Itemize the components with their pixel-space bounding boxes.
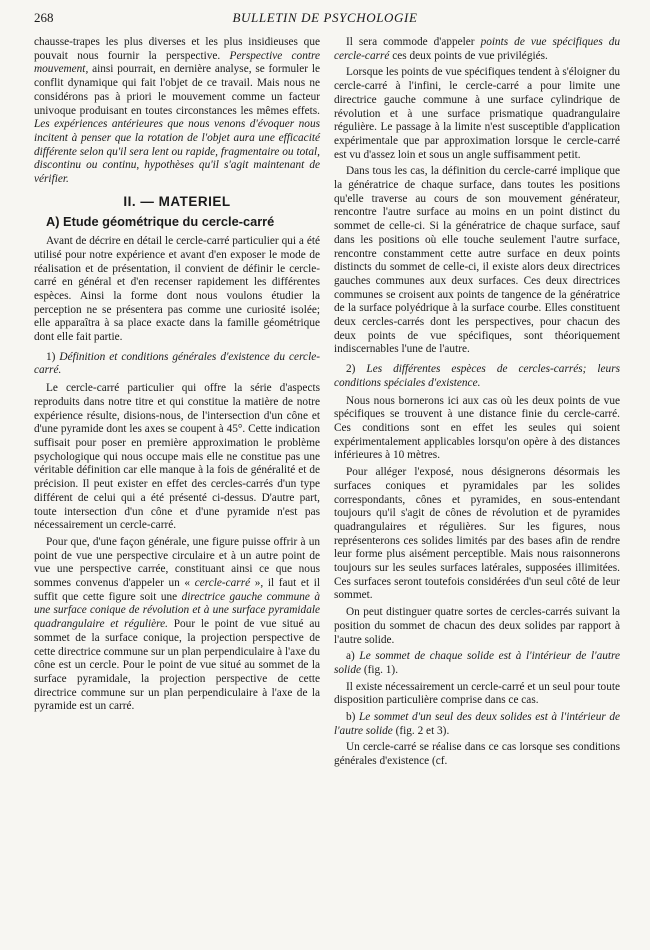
right-column	[334, 36, 620, 772]
list-item-b	[334, 711, 620, 738]
page-number: 268	[34, 10, 54, 25]
italic-run: directrice gauche commune à une surface conique de révolution et à une surface pyramidale quadrangulaire et régulière.	[34, 590, 321, 631]
text-run: chausse-trapes les plus diverses et les plus insidieuses que pouvait nous fournir la perspective.	[34, 36, 320, 62]
paragraph	[34, 536, 320, 714]
text-run: Pour le point de vue situé au sommet de la surface conique, la projection perspective de cette directrice commune sur un plan perpendiculaire à l'axe du cône est un cercle. Pour le point de vue situé au sommet de la surface pyramidale, la projection perspective de cette directrice commune sur un plan perpendiculaire à l'axe de la pyramide est un carré.	[34, 618, 320, 713]
paragraph: Pour alléger l'exposé, nous désignerons désormais les surfaces coniques et pyramidales par les solides correspondants, cônes et pyramides, en sous-entendant toujours qu'il s'agit de cônes de révolution et de pyramides quadrangulaires et régulières. Sur les figures, nous représenterons ces solides limités par des bases afin de rendre leur forme plus aisément perceptible. Mais nous raisonnerons toujours sur les seules surfaces latérales, supposées illimitées. Ces surfaces seront toutefois considérées d'un seul côté de leur sommet.	[334, 466, 620, 602]
italic-run: Le sommet d'un seul des deux solides est à l'intérieur de l'autre solide	[334, 711, 620, 737]
paragraph	[334, 36, 620, 63]
paragraph: Lorsque les points de vue spécifiques tendent à s'éloigner du cercle-carré à l'infini, le cercle-carré a pour limite une directrice gauche commune à une surface cylindrique de révolution et à une surface prismatique quadrangulaire régulière. Le passage à la limite n'est susceptible d'application expérimentale que par approximation lorsque le cercle-carré est vu d'assez loin et sous un angle suffisamment petit.	[334, 66, 620, 161]
italic-run: Perspective contre mouvement,	[34, 49, 320, 76]
subhead-number: 1)	[46, 350, 60, 363]
paragraph: Avant de décrire en détail le cercle-carré particulier qui a été utilisé pour notre expérience et avant d'en exposer le mode de réalisation et de présentation, il convient de définir le cercle-carré en général et d'en recenser rapidement les différentes espèces. Ainsi la forme dont nous voulons étudier la perception ne se présentera pas comme une curiosité isolée; elle apparaîtra à sa place exacte dans la famille géométrique dont elle fait partie.	[34, 235, 320, 344]
paragraph: Dans tous les cas, la définition du cercle-carré implique que la génératrice de chaque surface, dans toutes les positions qu'elle traverse au cours de son mouvement générateur, rencontre l'autre surface au moins en un point distinct du sommet de celle-ci. Si la génératrice de chaque surface, sauf dans les positions où elle touche seulement l'autre surface, rencontre constamment cette autre surface en deux points distincts du sommet de celle-ci, il existe alors deux directrices gauches communes aux deux surfaces. Ces deux directrices communes se croisent aux points de tangence de la génératrice de la surface polyédrique à la surface courbe. Elles constituent deux cercles-carrés dont les perspectives, pour chacun des deux points de vue spécifiques, sont théoriquement indiscernables l'une de l'autre.	[334, 165, 620, 356]
text-run: (fig. 2 et 3).	[392, 724, 450, 737]
italic-run: points de vue spécifiques du cercle-carré	[334, 36, 621, 62]
subhead-definition	[34, 351, 320, 378]
left-column	[34, 36, 320, 717]
intro-paragraph	[34, 36, 320, 187]
text-run: (fig. 1).	[361, 663, 399, 676]
text-run: ces deux points de vue privilégiés.	[389, 49, 548, 62]
paragraph: On peut distinguer quatre sortes de cercles-carrés suivant la position du sommet de chacun des deux solides par rapport à l'autre solide.	[334, 606, 620, 646]
text-run: ainsi pourrait, en dernière analyse, se formuler le conflit dynamique qui fait l'objet de ce travail. Mais nous ne considérons pas à priori le mouvement comme un facteur univoque produisant en toutes circonstances les mêmes effets.	[34, 63, 320, 117]
item-label: a)	[346, 650, 360, 663]
subhead-number: 2)	[346, 363, 367, 376]
paragraph: Le cercle-carré particulier qui offre la série d'aspects reproduits dans notre titre et qui constitue la matière de notre expérience résulte, disions-nous, de l'intersection d'un cône et d'une pyramide dont les axes se coupent à 45°. Cette indication suffisait pour poser en première approximation le problème psychologique qui nous occupe mais elle ne constitue pas une véritable définition car elle manque à la fois de généralité et de précision. Il peut exister en effet des cercles-carrés d'un type différent de celui qui a été présenté ci-dessus. D'autre part, toute intersection d'un cône et d'une pyramide n'est pas nécessairement un cercle-carré.	[34, 382, 320, 532]
subhead-species	[334, 363, 620, 390]
running-title: BULLETIN DE PSYCHOLOGIE	[232, 10, 418, 25]
italic-run: cercle-carré	[194, 577, 251, 590]
italic-run: Le sommet de chaque solide est à l'intérieur de l'autre solide	[334, 650, 620, 676]
list-item-a	[334, 650, 620, 677]
text-run: », il faut et il suffit que cette figure soit une	[34, 577, 320, 603]
subhead-text: Définition et conditions générales d'existence du cercle-carré.	[34, 350, 320, 377]
paragraph: Il existe nécessairement un cercle-carré et un seul pour toute disposition particulière comprise dans ce cas.	[334, 680, 620, 707]
text-run: Pour que, d'une façon générale, une figure puisse offrir à un point de vue une perspective circulaire et à un autre point de vue une perspective carrée, constituant ainsi ce que nous sommes convenus d'appeler un «	[34, 535, 320, 590]
subhead-text: Les différentes espèces de cercles-carrés; leurs conditions spéciales d'existence.	[334, 363, 620, 389]
item-label: b)	[346, 711, 360, 724]
text-run: Il sera commode d'appeler	[346, 36, 481, 48]
paragraph: Nous nous bornerons ici aux cas où les deux points de vue spécifiques se trouvent à une distance finie du cercle-carré. Ces conditions sont en effet les seules qui soient expérimentalement applicables lorsqu'on opère à des distances inférieures à 10 mètres.	[334, 394, 620, 462]
subsection-title: A) Etude géométrique du cercle-carré	[46, 214, 275, 230]
page-header	[34, 10, 616, 28]
section-title: II. — MATERIEL	[123, 193, 231, 209]
italic-run: Les expériences antérieures que nous venons d'évoquer nous incitent à penser que la rotation de l'objet aura une efficacité différente selon qu'il sera lent ou rapide, fragmentaire ou total, discontinu ou continu, hypothèses qu'il s'agit maintenant de vérifier.	[34, 118, 320, 186]
paragraph: Un cercle-carré se réalise dans ce cas lorsque ses conditions générales d'existence (cf.	[334, 741, 620, 768]
